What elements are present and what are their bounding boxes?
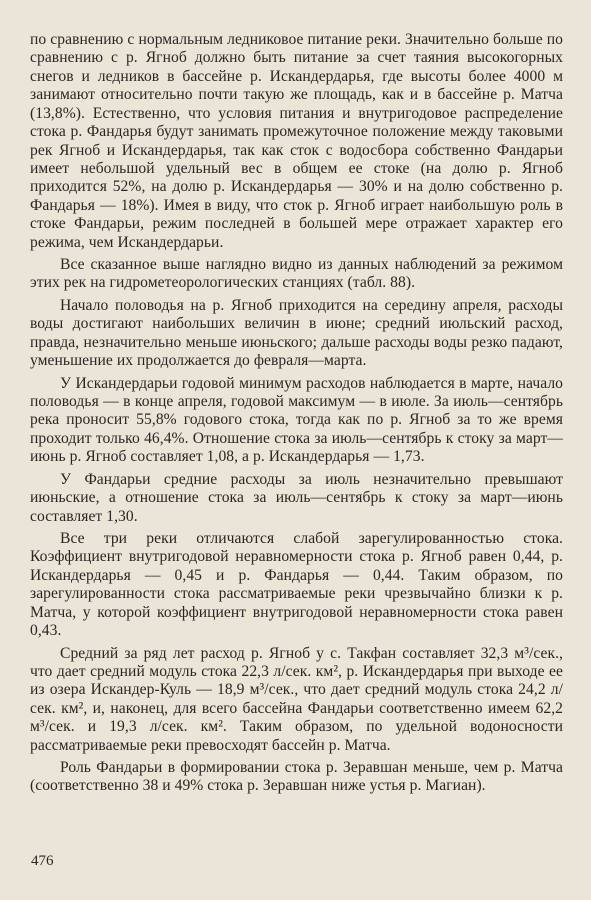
paragraph-continuation: по сравнению с нормальным ледниковое питание реки. Значительно больше по сравнению с р. Ягноб должно быть питание за счет таяния высокогорных снегов и ледников в бассейне р. Искандердарья, где высоты более 4000 м занимают относительно почти такую же площадь, как и в бассейне р. Матча (13,8%). Естественно, что условия питания и внутригодовое распределение стока р. Фандарья будут занимать промежуточное положение между таковыми рек Ягноб и Искандердарья, так как сток с водосбора собственно Фандарьи имеет небольшой удельный вес в общем ее стоке (на долю р. Ягноб приходится 52%, на долю р. Искандердарья — 30% и на долю собственно р. Фандарья — 18%). Имея в виду, что сток р. Ягноб играет наибольшую роль в стоке Фандарьи, режим последней в большей мере отражает характер его режима, чем Искандердарьи.	[30, 31, 563, 251]
paragraph: У Искандердарьи годовой минимум расходов наблюдается в марте, начало половодья — в конце апреля, годовой максимум — в июле. За июль—сентябрь река проносит 55,8% годового стока, тогда как по р. Ягноб за то же время проходит только 46,4%. Отношение стока за июль—сентябрь к стоку за март—июнь р. Ягноб составляет 1,08, а р. Искандердарья — 1,73.	[30, 374, 563, 466]
paragraph: Все три реки отличаются слабой зарегулированностью стока. Коэффициент внутригодовой неравномерности стока р. Ягноб равен 0,44, р. Искандердарья — 0,45 и р. Фандарья — 0,44. Таким образом, по зарегулированности стока рассматриваемые реки чрезвычайно близки к р. Матча, у которой коэффициент внутригодовой неравномерности стока равен 0,43.	[30, 529, 563, 640]
paragraph: Начало половодья на р. Ягноб приходится на середину апреля, расходы воды достигают наибольших величин в июне; средний июльский расход, правда, незначительно меньше июньского; дальше расходы воды резко падают, уменьшение их продолжается до февраля—марта.	[30, 296, 563, 370]
paragraph: Все сказанное выше наглядно видно из данных наблюдений за режимом этих рек на гидрометеорологических станциях (табл. 88).	[30, 256, 563, 292]
paragraph: У Фандарьи средние расходы за июль незначительно превышают июньские, а отношение стока за июль—сентябрь к стоку за март—июнь составляет 1,30.	[30, 470, 563, 525]
paragraph: Средний за ряд лет расход р. Ягноб у с. Такфан составляет 32,3 м³/сек., что дает средний модуль стока 22,3 л/сек. км², р. Искандердарья при выходе ее из озера Искандер-Куль — 18,9 м³/сек., что дает средний модуль стока 24,2 л/сек. км², и, наконец, для всего бассейна Фандарьи соответственно имеем 62,2 м³/сек. и 19,3 л/сек. км². Таким образом, по удельной водоносности рассматриваемые реки превосходят бассейн р. Матча.	[30, 644, 563, 754]
page-body-text	[30, 31, 563, 796]
paragraph: Роль Фандарьи в формировании стока р. Зеравшан меньше, чем р. Матча (соответственно 38 и 49% стока р. Зеравшан ниже устья р. Магиан).	[30, 759, 563, 795]
page-number: 476	[31, 853, 54, 869]
